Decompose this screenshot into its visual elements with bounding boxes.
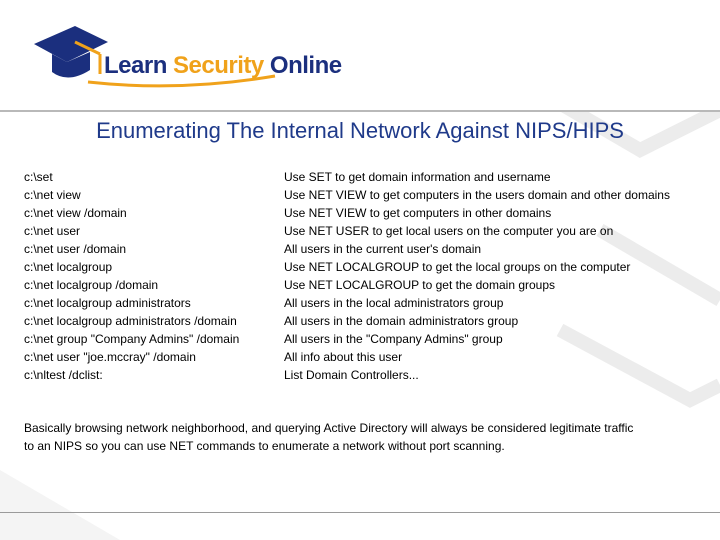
summary-note (24, 419, 714, 455)
description-item: Use NET VIEW to get computers in other domains (284, 206, 552, 220)
description-item: Use NET LOCALGROUP to get the local groups on the computer (284, 260, 631, 274)
description-item: All users in the current user's domain (284, 242, 482, 256)
description-item: Use NET USER to get local users on the computer you are on (284, 224, 614, 238)
command-item: c:\net view (24, 188, 81, 202)
description-item: All users in the "Company Admins" group (284, 332, 503, 346)
command-item: c:\net user "joe.mccray" /domain (24, 350, 196, 364)
command-item: c:\net user /domain (24, 242, 127, 256)
command-item: c:\net view /domain (24, 206, 127, 220)
logo-word-learn: Learn (104, 52, 167, 79)
command-item: c:\net group "Company Admins" /domain (24, 332, 240, 346)
description-item: All info about this user (284, 350, 403, 364)
description-item: Use NET LOCALGROUP to get the domain groups (284, 278, 556, 292)
logo-wordmark (104, 52, 342, 80)
command-list (24, 168, 274, 384)
header (0, 0, 720, 112)
command-item: c:\net user (24, 224, 81, 238)
command-item: c:\set (24, 170, 53, 184)
summary-note-line: Basically browsing network neighborhood, and querying Active Directory will always be considered legitimate traffic (24, 421, 634, 435)
summary-note-line: to an NIPS so you can use NET commands to enumerate a network without port scanning. (24, 439, 505, 453)
slide-title: Enumerating The Internal Network Against NIPS/HIPS (96, 118, 624, 143)
logo-word-online: Online (269, 52, 342, 79)
description-item: List Domain Controllers... (284, 368, 419, 382)
description-item: All users in the domain administrators group (284, 314, 519, 328)
command-item: c:\net localgroup administrators /domain (24, 314, 237, 328)
logo-word-security: Security (173, 52, 264, 79)
command-item: c:\nltest /dclist: (24, 368, 103, 382)
description-list (284, 168, 714, 384)
footer-divider (0, 512, 720, 513)
command-item: c:\net localgroup /domain (24, 278, 159, 292)
description-item: Use NET VIEW to get computers in the users domain and other domains (284, 188, 670, 202)
header-divider (0, 110, 720, 112)
command-item: c:\net localgroup (24, 260, 113, 274)
description-item: All users in the local administrators group (284, 296, 504, 310)
command-item: c:\net localgroup administrators (24, 296, 191, 310)
description-item: Use SET to get domain information and username (284, 170, 551, 184)
